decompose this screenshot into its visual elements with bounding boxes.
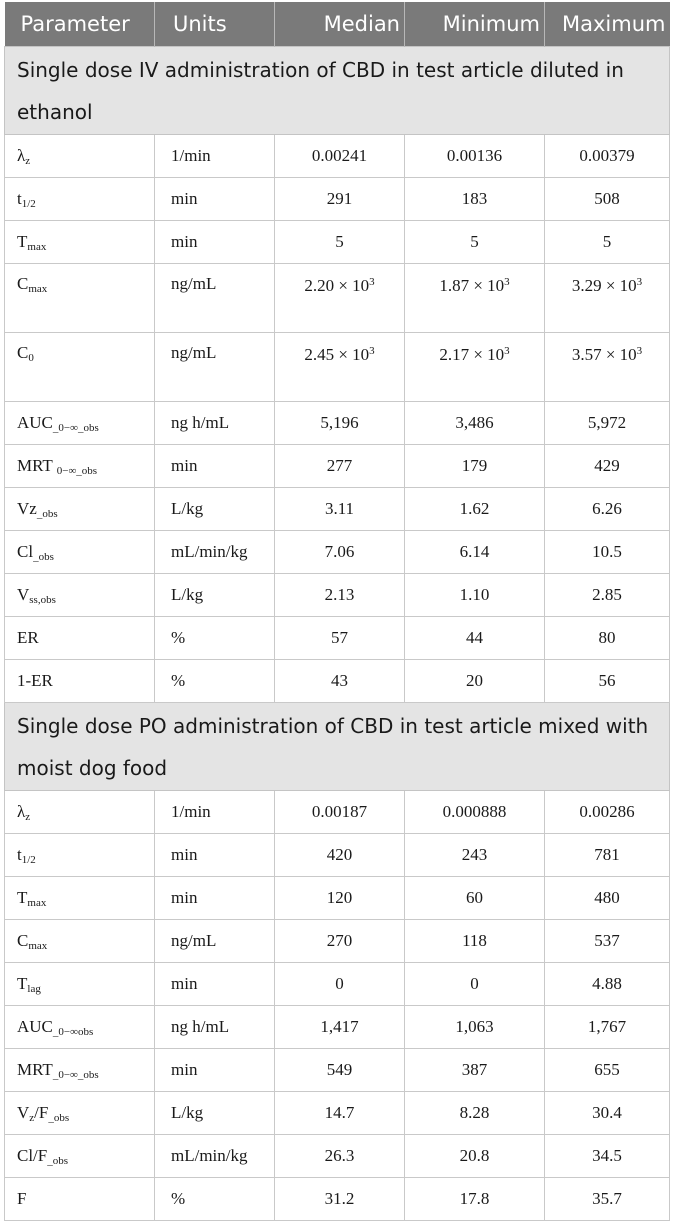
- minimum-cell: [405, 531, 545, 574]
- table-row: [5, 135, 670, 178]
- maximum-cell: [545, 488, 670, 531]
- header-parameter: Parameter: [5, 2, 155, 47]
- table-row: [5, 617, 670, 660]
- table-row: [5, 963, 670, 1006]
- maximum-cell: [545, 264, 670, 333]
- median-cell: [275, 834, 405, 877]
- minimum-cell: [405, 617, 545, 660]
- median-cell: [275, 791, 405, 834]
- section-row: [5, 703, 670, 791]
- units-cell: ng h/mL: [155, 1006, 275, 1049]
- minimum-exponent: 3: [504, 345, 510, 357]
- units-cell: 1/min: [155, 791, 275, 834]
- maximum-cell: [545, 1178, 670, 1221]
- minimum-value: 1,063: [455, 1017, 494, 1036]
- parameter-cell: [5, 574, 155, 617]
- parameter-symbol: MRT: [17, 456, 57, 475]
- table-row: [5, 1049, 670, 1092]
- minimum-value: 0.00136: [446, 146, 503, 165]
- median-value: 3.11: [324, 499, 355, 518]
- parameter-cell: [5, 617, 155, 660]
- minimum-value: 183: [461, 189, 488, 208]
- parameter-symbol: 1-ER: [17, 671, 53, 690]
- parameter-symbol: T: [17, 888, 28, 907]
- median-cell: [275, 1049, 405, 1092]
- parameter-cell: [5, 963, 155, 1006]
- parameter-cell: [5, 791, 155, 834]
- minimum-cell: [405, 445, 545, 488]
- minimum-cell: [405, 178, 545, 221]
- parameter-subscript: _obs: [33, 551, 54, 563]
- minimum-cell: [405, 834, 545, 877]
- parameter-symbol: AUC: [17, 1017, 53, 1036]
- parameter-subscript: max: [27, 897, 47, 909]
- table-row: [5, 488, 670, 531]
- table-row: [5, 402, 670, 445]
- parameter-subscript: 1/2: [21, 854, 36, 866]
- minimum-cell: [405, 1006, 545, 1049]
- median-value: 420: [326, 845, 353, 864]
- maximum-value: 781: [594, 845, 620, 864]
- median-value: 26.3: [324, 1146, 355, 1165]
- units-cell: min: [155, 178, 275, 221]
- table-row: [5, 1178, 670, 1221]
- parameter-symbol: AUC: [17, 413, 53, 432]
- parameter-subscript-2: _obs: [48, 1112, 70, 1124]
- minimum-value: 387: [461, 1060, 488, 1079]
- minimum-value: 17.8: [459, 1189, 490, 1208]
- table-row: [5, 264, 670, 333]
- median-value: 291: [326, 189, 353, 208]
- median-value: 549: [326, 1060, 353, 1079]
- parameter-symbol: Vz: [17, 499, 37, 518]
- median-cell: [275, 1178, 405, 1221]
- minimum-value: 1.62: [459, 499, 490, 518]
- median-value: 120: [326, 888, 353, 907]
- units-cell: min: [155, 963, 275, 1006]
- units-cell: min: [155, 1049, 275, 1092]
- maximum-cell: [545, 445, 670, 488]
- minimum-value: 179: [461, 456, 488, 475]
- maximum-value: 655: [594, 1060, 620, 1079]
- maximum-cell: [545, 834, 670, 877]
- parameter-symbol: Cl: [17, 542, 34, 561]
- parameter-subscript: _0−∞_obs: [52, 1069, 99, 1081]
- table-row: [5, 531, 670, 574]
- maximum-value: 5: [602, 232, 612, 251]
- minimum-cell: [405, 574, 545, 617]
- maximum-cell: [545, 920, 670, 963]
- median-value: 7.06: [324, 542, 355, 561]
- maximum-cell: [545, 791, 670, 834]
- median-value: 5,196: [320, 413, 359, 432]
- parameter-cell: [5, 221, 155, 264]
- parameter-cell: [5, 178, 155, 221]
- maximum-cell: [545, 617, 670, 660]
- parameter-cell: [5, 445, 155, 488]
- minimum-cell: [405, 264, 545, 333]
- table-row: [5, 574, 670, 617]
- parameter-subscript: _obs: [47, 1155, 69, 1167]
- median-value: 2.20 × 10: [304, 276, 370, 295]
- minimum-cell: [405, 333, 545, 402]
- minimum-value: 1.87 × 10: [439, 276, 505, 295]
- parameter-subscript: 0: [28, 352, 34, 364]
- parameter-cell: [5, 402, 155, 445]
- table-row: [5, 221, 670, 264]
- parameter-cell: [5, 920, 155, 963]
- maximum-value: 508: [594, 189, 620, 208]
- maximum-value: 5,972: [587, 413, 627, 432]
- units-cell: min: [155, 877, 275, 920]
- parameter-symbol: V: [17, 585, 30, 604]
- units-cell: ng h/mL: [155, 402, 275, 445]
- median-value: 2.45 × 10: [304, 345, 370, 364]
- maximum-cell: [545, 963, 670, 1006]
- parameter-subscript: max: [28, 283, 48, 295]
- median-cell: [275, 617, 405, 660]
- parameter-cell: [5, 834, 155, 877]
- parameter-symbol: λ: [17, 802, 26, 821]
- median-cell: [275, 221, 405, 264]
- maximum-cell: [545, 1049, 670, 1092]
- minimum-cell: [405, 660, 545, 703]
- parameter-subscript: max: [28, 940, 48, 952]
- median-cell: [275, 660, 405, 703]
- minimum-value: 44: [466, 628, 483, 647]
- section-row: [5, 47, 670, 135]
- minimum-value: 20.8: [459, 1146, 490, 1165]
- parameter-subscript: max: [27, 241, 47, 253]
- median-cell: [275, 488, 405, 531]
- parameter-subscript: 0−∞_obs: [56, 465, 98, 477]
- minimum-exponent: 3: [504, 276, 510, 288]
- table-row: [5, 1006, 670, 1049]
- parameter-symbol: T: [17, 974, 28, 993]
- median-cell: [275, 963, 405, 1006]
- minimum-value: 118: [462, 931, 487, 950]
- minimum-cell: [405, 488, 545, 531]
- maximum-cell: [545, 531, 670, 574]
- parameter-cell: [5, 531, 155, 574]
- table-row: [5, 660, 670, 703]
- maximum-value: 30.4: [592, 1103, 622, 1122]
- minimum-cell: [405, 221, 545, 264]
- table-row: [5, 178, 670, 221]
- parameter-symbol: λ: [17, 146, 26, 165]
- minimum-cell: [405, 791, 545, 834]
- parameter-cell: [5, 135, 155, 178]
- median-cell: [275, 402, 405, 445]
- header-median: Median: [275, 2, 405, 47]
- maximum-cell: [545, 1006, 670, 1049]
- median-cell: [275, 920, 405, 963]
- maximum-value: 4.88: [592, 974, 622, 993]
- minimum-value: 8.28: [459, 1103, 490, 1122]
- median-value: 0.00241: [311, 146, 368, 165]
- maximum-value: 3.29 × 10: [571, 276, 637, 295]
- header-maximum: Maximum: [545, 2, 670, 47]
- maximum-cell: [545, 178, 670, 221]
- units-cell: ng/mL: [155, 264, 275, 333]
- minimum-cell: [405, 1092, 545, 1135]
- maximum-value: 0.00379: [579, 146, 635, 165]
- parameter-subscript: lag: [27, 983, 41, 995]
- median-cell: [275, 574, 405, 617]
- units-cell: L/kg: [155, 1092, 275, 1135]
- median-cell: [275, 1006, 405, 1049]
- units-cell: mL/min/kg: [155, 531, 275, 574]
- minimum-cell: [405, 1049, 545, 1092]
- median-value: 1,417: [320, 1017, 359, 1036]
- parameter-subscript: z: [25, 155, 31, 167]
- units-cell: ng/mL: [155, 920, 275, 963]
- median-cell: [275, 877, 405, 920]
- median-cell: [275, 1092, 405, 1135]
- units-cell: min: [155, 834, 275, 877]
- parameter-symbol: t: [17, 845, 22, 864]
- maximum-cell: [545, 135, 670, 178]
- parameter-symbol-rest: /F: [34, 1103, 49, 1122]
- minimum-cell: [405, 1178, 545, 1221]
- units-cell: ng/mL: [155, 333, 275, 402]
- parameter-symbol: MRT: [17, 1060, 53, 1079]
- median-value: 43: [331, 671, 348, 690]
- parameter-cell: [5, 1178, 155, 1221]
- median-cell: [275, 178, 405, 221]
- units-cell: 1/min: [155, 135, 275, 178]
- parameter-cell: [5, 488, 155, 531]
- maximum-value: 480: [594, 888, 620, 907]
- maximum-exponent: 3: [636, 276, 643, 288]
- units-cell: %: [155, 617, 275, 660]
- parameter-subscript: ss,obs: [29, 594, 56, 606]
- parameter-subscript: _0−∞_obs: [52, 422, 99, 434]
- parameter-symbol: C: [17, 343, 29, 362]
- median-exponent: 3: [369, 276, 375, 288]
- maximum-cell: [545, 1092, 670, 1135]
- maximum-value: 3.57 × 10: [571, 345, 637, 364]
- table-row: [5, 834, 670, 877]
- median-cell: [275, 1135, 405, 1178]
- minimum-cell: [405, 920, 545, 963]
- units-cell: %: [155, 1178, 275, 1221]
- minimum-value: 3,486: [455, 413, 494, 432]
- maximum-cell: [545, 1135, 670, 1178]
- minimum-cell: [405, 877, 545, 920]
- minimum-value: 6.14: [459, 542, 490, 561]
- parameter-subscript: 1/2: [21, 198, 36, 210]
- table-body: [5, 47, 670, 1221]
- parameter-symbol: V: [17, 1103, 30, 1122]
- units-cell: min: [155, 445, 275, 488]
- minimum-value: 5: [470, 232, 479, 251]
- maximum-value: 80: [598, 628, 616, 647]
- table-header: [5, 2, 670, 47]
- parameter-cell: [5, 660, 155, 703]
- minimum-value: 60: [466, 888, 483, 907]
- median-value: 5: [335, 232, 344, 251]
- parameter-subscript: _0−∞obs: [52, 1026, 94, 1038]
- median-value: 270: [326, 931, 353, 950]
- parameter-cell: [5, 1135, 155, 1178]
- minimum-value: 20: [466, 671, 483, 690]
- median-cell: [275, 333, 405, 402]
- parameter-cell: [5, 1006, 155, 1049]
- parameter-subscript: z: [29, 1112, 35, 1124]
- maximum-cell: [545, 660, 670, 703]
- minimum-cell: [405, 1135, 545, 1178]
- parameter-subscript: z: [25, 811, 31, 823]
- maximum-value: 10.5: [592, 542, 622, 561]
- maximum-value: 0.00286: [579, 802, 635, 821]
- header-minimum: Minimum: [405, 2, 545, 47]
- maximum-cell: [545, 221, 670, 264]
- parameter-cell: [5, 1049, 155, 1092]
- median-cell: [275, 135, 405, 178]
- minimum-value: 243: [461, 845, 488, 864]
- median-cell: [275, 531, 405, 574]
- maximum-value: 429: [594, 456, 620, 475]
- parameter-symbol: Cl/F: [17, 1146, 48, 1165]
- median-value: 2.13: [324, 585, 355, 604]
- units-cell: L/kg: [155, 488, 275, 531]
- table-row: [5, 877, 670, 920]
- median-exponent: 3: [369, 345, 375, 357]
- median-value: 277: [326, 456, 353, 475]
- maximum-exponent: 3: [636, 345, 643, 357]
- units-cell: min: [155, 221, 275, 264]
- maximum-value: 35.7: [592, 1189, 622, 1208]
- maximum-value: 2.85: [592, 585, 622, 604]
- parameter-symbol: ER: [17, 628, 39, 647]
- maximum-value: 56: [598, 671, 616, 690]
- units-cell: L/kg: [155, 574, 275, 617]
- table-row: [5, 1092, 670, 1135]
- parameter-cell: [5, 877, 155, 920]
- header-row: [5, 2, 670, 47]
- pk-parameters-table: [4, 2, 670, 1221]
- maximum-cell: [545, 333, 670, 402]
- parameter-symbol: t: [17, 189, 22, 208]
- minimum-value: 1.10: [459, 585, 490, 604]
- units-cell: mL/min/kg: [155, 1135, 275, 1178]
- minimum-cell: [405, 402, 545, 445]
- maximum-value: 34.5: [592, 1146, 622, 1165]
- median-value: 14.7: [324, 1103, 355, 1122]
- parameter-symbol: C: [17, 931, 29, 950]
- minimum-value: 0.000888: [442, 802, 507, 821]
- parameter-symbol: T: [17, 232, 28, 251]
- maximum-value: 1,767: [587, 1017, 627, 1036]
- table-row: [5, 445, 670, 488]
- parameter-symbol: C: [17, 274, 29, 293]
- minimum-value: 2.17 × 10: [439, 345, 505, 364]
- minimum-value: 0: [470, 974, 479, 993]
- maximum-cell: [545, 574, 670, 617]
- units-cell: %: [155, 660, 275, 703]
- median-value: 31.2: [324, 1189, 355, 1208]
- median-value: 57: [331, 628, 348, 647]
- parameter-cell: [5, 333, 155, 402]
- median-cell: [275, 445, 405, 488]
- parameter-symbol: F: [17, 1189, 27, 1208]
- table-row: [5, 333, 670, 402]
- maximum-cell: [545, 402, 670, 445]
- minimum-cell: [405, 963, 545, 1006]
- parameter-cell: [5, 1092, 155, 1135]
- median-value: 0: [335, 974, 344, 993]
- maximum-value: 537: [594, 931, 620, 950]
- maximum-cell: [545, 877, 670, 920]
- section-title: Single dose PO administration of CBD in test article mixed with moist dog food: [5, 703, 670, 791]
- median-cell: [275, 264, 405, 333]
- parameter-subscript: _obs: [36, 508, 58, 520]
- median-value: 0.00187: [311, 802, 368, 821]
- section-title: Single dose IV administration of CBD in test article diluted in ethanol: [5, 47, 670, 135]
- parameter-cell: [5, 264, 155, 333]
- table-row: [5, 791, 670, 834]
- maximum-value: 6.26: [592, 499, 622, 518]
- table-row: [5, 920, 670, 963]
- minimum-cell: [405, 135, 545, 178]
- table-row: [5, 1135, 670, 1178]
- header-units: Units: [155, 2, 275, 47]
